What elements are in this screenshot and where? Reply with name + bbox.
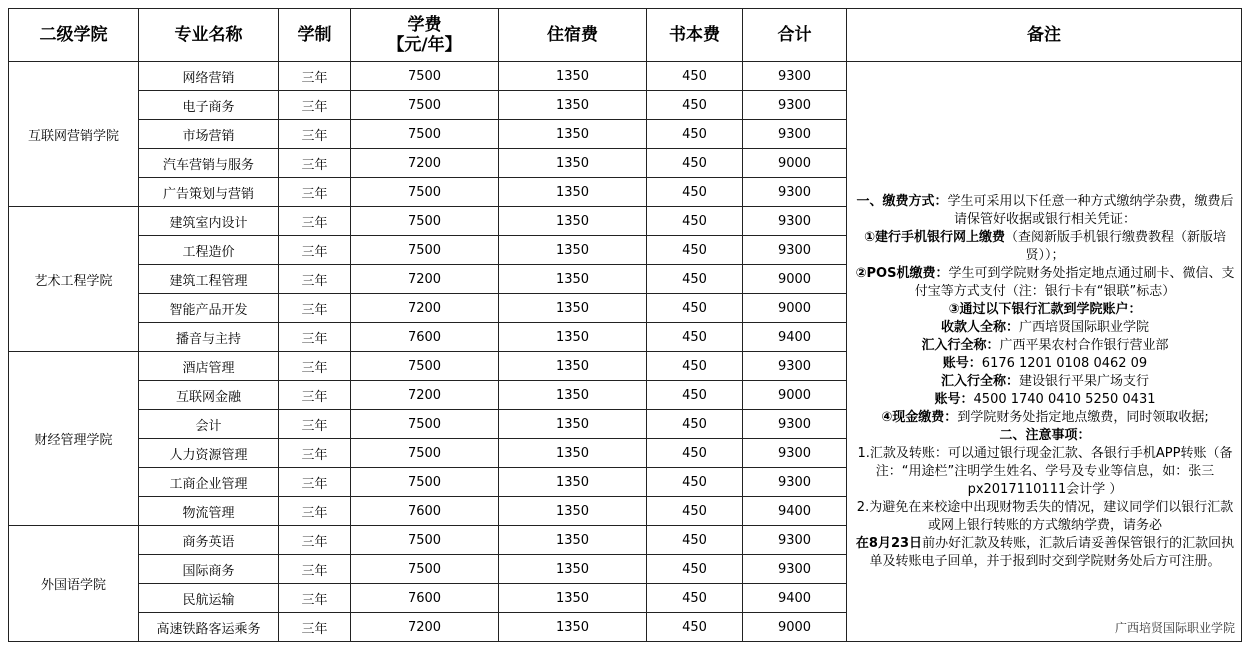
tuition-cell: 7200 — [351, 149, 499, 178]
lodging-cell: 1350 — [499, 178, 647, 207]
books-cell: 450 — [647, 526, 743, 555]
remarks-line-text: 广西平果农村合作银行营业部 — [999, 337, 1169, 353]
remarks-line — [851, 445, 1239, 499]
remarks-cell — [847, 62, 1242, 642]
total-cell: 9300 — [743, 468, 847, 497]
total-cell: 9300 — [743, 91, 847, 120]
col-header-duration: 学制 — [279, 9, 351, 62]
total-cell: 9300 — [743, 410, 847, 439]
col-header-total: 合计 — [743, 9, 847, 62]
col-header-tuition-line1: 学费 — [407, 15, 442, 35]
books-cell: 450 — [647, 468, 743, 497]
major-cell: 物流管理 — [139, 497, 279, 526]
duration-cell: 三年 — [279, 526, 351, 555]
col-header-lodging: 住宿费 — [499, 9, 647, 62]
total-cell: 9300 — [743, 236, 847, 265]
total-cell: 9000 — [743, 381, 847, 410]
remarks-line — [851, 499, 1239, 535]
tuition-cell: 7200 — [351, 381, 499, 410]
duration-cell: 三年 — [279, 410, 351, 439]
remarks-line — [851, 355, 1239, 373]
total-cell: 9400 — [743, 584, 847, 613]
major-cell: 民航运输 — [139, 584, 279, 613]
duration-cell: 三年 — [279, 62, 351, 91]
books-cell: 450 — [647, 497, 743, 526]
tuition-cell: 7500 — [351, 352, 499, 381]
major-cell: 建筑工程管理 — [139, 265, 279, 294]
lodging-cell: 1350 — [499, 555, 647, 584]
duration-cell: 三年 — [279, 497, 351, 526]
tuition-cell: 7200 — [351, 265, 499, 294]
remarks-line — [851, 409, 1239, 427]
remarks-line — [851, 373, 1239, 391]
lodging-cell: 1350 — [499, 120, 647, 149]
books-cell: 450 — [647, 62, 743, 91]
books-cell: 450 — [647, 294, 743, 323]
table-row — [9, 62, 1242, 91]
duration-cell: 三年 — [279, 120, 351, 149]
col-header-remarks: 备注 — [847, 9, 1242, 62]
tuition-cell: 7500 — [351, 120, 499, 149]
remarks-line-text: （查阅新版手机银行缴费教程（新版培贤））； — [1005, 229, 1227, 263]
tuition-cell: 7500 — [351, 207, 499, 236]
total-cell: 9300 — [743, 526, 847, 555]
total-cell: 9300 — [743, 178, 847, 207]
remarks-line-text: 6176 1201 0108 0462 09 — [981, 355, 1148, 371]
major-cell: 会计 — [139, 410, 279, 439]
tuition-cell: 7500 — [351, 439, 499, 468]
major-cell: 智能产品开发 — [139, 294, 279, 323]
fee-table-body — [9, 62, 1242, 642]
remarks-line-bold: 账号： — [934, 391, 974, 407]
total-cell: 9000 — [743, 613, 847, 642]
col-header-tuition — [351, 9, 499, 62]
major-cell: 互联网金融 — [139, 381, 279, 410]
lodging-cell: 1350 — [499, 149, 647, 178]
books-cell: 450 — [647, 178, 743, 207]
tuition-cell: 7500 — [351, 62, 499, 91]
remarks-line — [851, 535, 1239, 571]
tuition-cell: 7500 — [351, 178, 499, 207]
books-cell: 450 — [647, 265, 743, 294]
lodging-cell: 1350 — [499, 62, 647, 91]
remarks-line-text: 广西培贤国际职业学院 — [1019, 319, 1150, 335]
major-cell: 商务英语 — [139, 526, 279, 555]
remarks-line — [851, 265, 1239, 301]
duration-cell: 三年 — [279, 178, 351, 207]
total-cell: 9400 — [743, 497, 847, 526]
books-cell: 450 — [647, 352, 743, 381]
tuition-cell: 7500 — [351, 468, 499, 497]
lodging-cell: 1350 — [499, 352, 647, 381]
remarks-line-bold: 账号： — [942, 355, 982, 371]
lodging-cell: 1350 — [499, 91, 647, 120]
lodging-cell: 1350 — [499, 294, 647, 323]
lodging-cell: 1350 — [499, 468, 647, 497]
books-cell: 450 — [647, 323, 743, 352]
tuition-cell: 7500 — [351, 410, 499, 439]
major-cell: 电子商务 — [139, 91, 279, 120]
duration-cell: 三年 — [279, 584, 351, 613]
remarks-line-text: 建设银行平果广场支行 — [1019, 373, 1150, 389]
lodging-cell: 1350 — [499, 497, 647, 526]
remarks-line-text: 学生可采用以下任意一种方式缴纳学杂费，缴费后请保管好收据或银行相关凭证： — [947, 193, 1234, 227]
duration-cell: 三年 — [279, 468, 351, 497]
books-cell: 450 — [647, 613, 743, 642]
remarks-line-bold: 在8月23日 — [855, 535, 923, 551]
total-cell: 9000 — [743, 149, 847, 178]
remarks-line — [851, 427, 1239, 445]
remarks-line-bold: ②POS机缴费： — [855, 265, 949, 281]
total-cell: 9300 — [743, 439, 847, 468]
tuition-cell: 7500 — [351, 236, 499, 265]
tuition-cell: 7600 — [351, 584, 499, 613]
tuition-cell: 7600 — [351, 323, 499, 352]
duration-cell: 三年 — [279, 352, 351, 381]
lodging-cell: 1350 — [499, 613, 647, 642]
remarks-line-text: 4500 1740 0410 5250 0431 — [973, 391, 1156, 407]
remarks-line-bold: 二、注意事项： — [999, 427, 1091, 443]
duration-cell: 三年 — [279, 149, 351, 178]
lodging-cell: 1350 — [499, 236, 647, 265]
col-header-college: 二级学院 — [9, 9, 139, 62]
remarks-line — [851, 391, 1239, 409]
books-cell: 450 — [647, 410, 743, 439]
remarks-line-bold: 汇入行全称： — [921, 337, 1000, 353]
total-cell: 9400 — [743, 323, 847, 352]
books-cell: 450 — [647, 207, 743, 236]
duration-cell: 三年 — [279, 381, 351, 410]
remarks-line-text: 2.为避免在来校途中出现财物丢失的情况，建议同学们以银行汇款或网上银行转账的方式缴纳学费，请务必 — [856, 499, 1234, 533]
remarks-line-text: 到学院财务处指定地点缴费，同时领取收据; — [957, 409, 1209, 425]
duration-cell: 三年 — [279, 323, 351, 352]
books-cell: 450 — [647, 584, 743, 613]
lodging-cell: 1350 — [499, 584, 647, 613]
remarks-line-text: 学生可到学院财务处指定地点通过刷卡、微信、支付宝等方式支付（注：银行卡有“银联”标志） — [914, 265, 1235, 299]
remarks-line — [851, 229, 1239, 265]
total-cell: 9300 — [743, 207, 847, 236]
duration-cell: 三年 — [279, 613, 351, 642]
total-cell: 9300 — [743, 62, 847, 91]
remarks-line — [851, 319, 1239, 337]
lodging-cell: 1350 — [499, 526, 647, 555]
books-cell: 450 — [647, 120, 743, 149]
major-cell: 播音与主持 — [139, 323, 279, 352]
remarks-line-bold: ③通过以下银行汇款到学院账户： — [948, 301, 1142, 317]
major-cell: 市场营销 — [139, 120, 279, 149]
col-header-major: 专业名称 — [139, 9, 279, 62]
books-cell: 450 — [647, 555, 743, 584]
total-cell: 9000 — [743, 294, 847, 323]
major-cell: 汽车营销与服务 — [139, 149, 279, 178]
total-cell: 9300 — [743, 120, 847, 149]
books-cell: 450 — [647, 91, 743, 120]
books-cell: 450 — [647, 439, 743, 468]
remarks-line — [851, 337, 1239, 355]
major-cell: 工商企业管理 — [139, 468, 279, 497]
duration-cell: 三年 — [279, 294, 351, 323]
major-cell: 人力资源管理 — [139, 439, 279, 468]
major-cell: 广告策划与营销 — [139, 178, 279, 207]
lodging-cell: 1350 — [499, 265, 647, 294]
major-cell: 高速铁路客运乘务 — [139, 613, 279, 642]
duration-cell: 三年 — [279, 91, 351, 120]
lodging-cell: 1350 — [499, 207, 647, 236]
remarks-line-text: 1.汇款及转账：可以通过银行现金汇款、各银行手机APP转账（备注：“用途栏”注明学生姓名、学号及专业等信息，如：张三 px2017110111会计学 ） — [857, 445, 1233, 497]
lodging-cell: 1350 — [499, 323, 647, 352]
tuition-cell: 7200 — [351, 294, 499, 323]
duration-cell: 三年 — [279, 236, 351, 265]
col-header-tuition-line2: 【元/年】 — [387, 35, 462, 55]
tuition-cell: 7500 — [351, 526, 499, 555]
remarks-line-text: 前办好汇款及转账，汇款后请妥善保管银行的汇款回执单及转账电子回单，并于报到时交到学院财务处后方可注册。 — [869, 535, 1235, 569]
watermark-text: 广西培贤国际职业学院 — [1114, 621, 1235, 635]
college-name-cell: 互联网营销学院 — [9, 62, 139, 207]
remarks-line — [851, 193, 1239, 229]
lodging-cell: 1350 — [499, 439, 647, 468]
books-cell: 450 — [647, 381, 743, 410]
lodging-cell: 1350 — [499, 381, 647, 410]
duration-cell: 三年 — [279, 265, 351, 294]
remarks-text — [847, 133, 1241, 571]
books-cell: 450 — [647, 236, 743, 265]
total-cell: 9000 — [743, 265, 847, 294]
tuition-cell: 7200 — [351, 613, 499, 642]
major-cell: 工程造价 — [139, 236, 279, 265]
remarks-line-bold: 汇入行全称： — [940, 373, 1019, 389]
remarks-line-bold: 一、缴费方式： — [856, 193, 948, 209]
tuition-cell: 7500 — [351, 555, 499, 584]
fee-table — [8, 8, 1242, 642]
header-row — [9, 9, 1242, 62]
lodging-cell: 1350 — [499, 410, 647, 439]
major-cell: 酒店管理 — [139, 352, 279, 381]
duration-cell: 三年 — [279, 555, 351, 584]
college-name-cell: 外国语学院 — [9, 526, 139, 642]
remarks-line-bold: ①建行手机银行网上缴费 — [863, 229, 1005, 245]
books-cell: 450 — [647, 149, 743, 178]
duration-cell: 三年 — [279, 207, 351, 236]
major-cell: 网络营销 — [139, 62, 279, 91]
major-cell: 国际商务 — [139, 555, 279, 584]
tuition-cell: 7500 — [351, 91, 499, 120]
remarks-line — [851, 301, 1239, 319]
total-cell: 9300 — [743, 555, 847, 584]
tuition-cell: 7600 — [351, 497, 499, 526]
college-name-cell: 艺术工程学院 — [9, 207, 139, 352]
remarks-line-bold: 收款人全称： — [940, 319, 1019, 335]
major-cell: 建筑室内设计 — [139, 207, 279, 236]
remarks-line-bold: ④现金缴费： — [881, 409, 958, 425]
college-name-cell: 财经管理学院 — [9, 352, 139, 526]
duration-cell: 三年 — [279, 439, 351, 468]
total-cell: 9300 — [743, 352, 847, 381]
col-header-books: 书本费 — [647, 9, 743, 62]
